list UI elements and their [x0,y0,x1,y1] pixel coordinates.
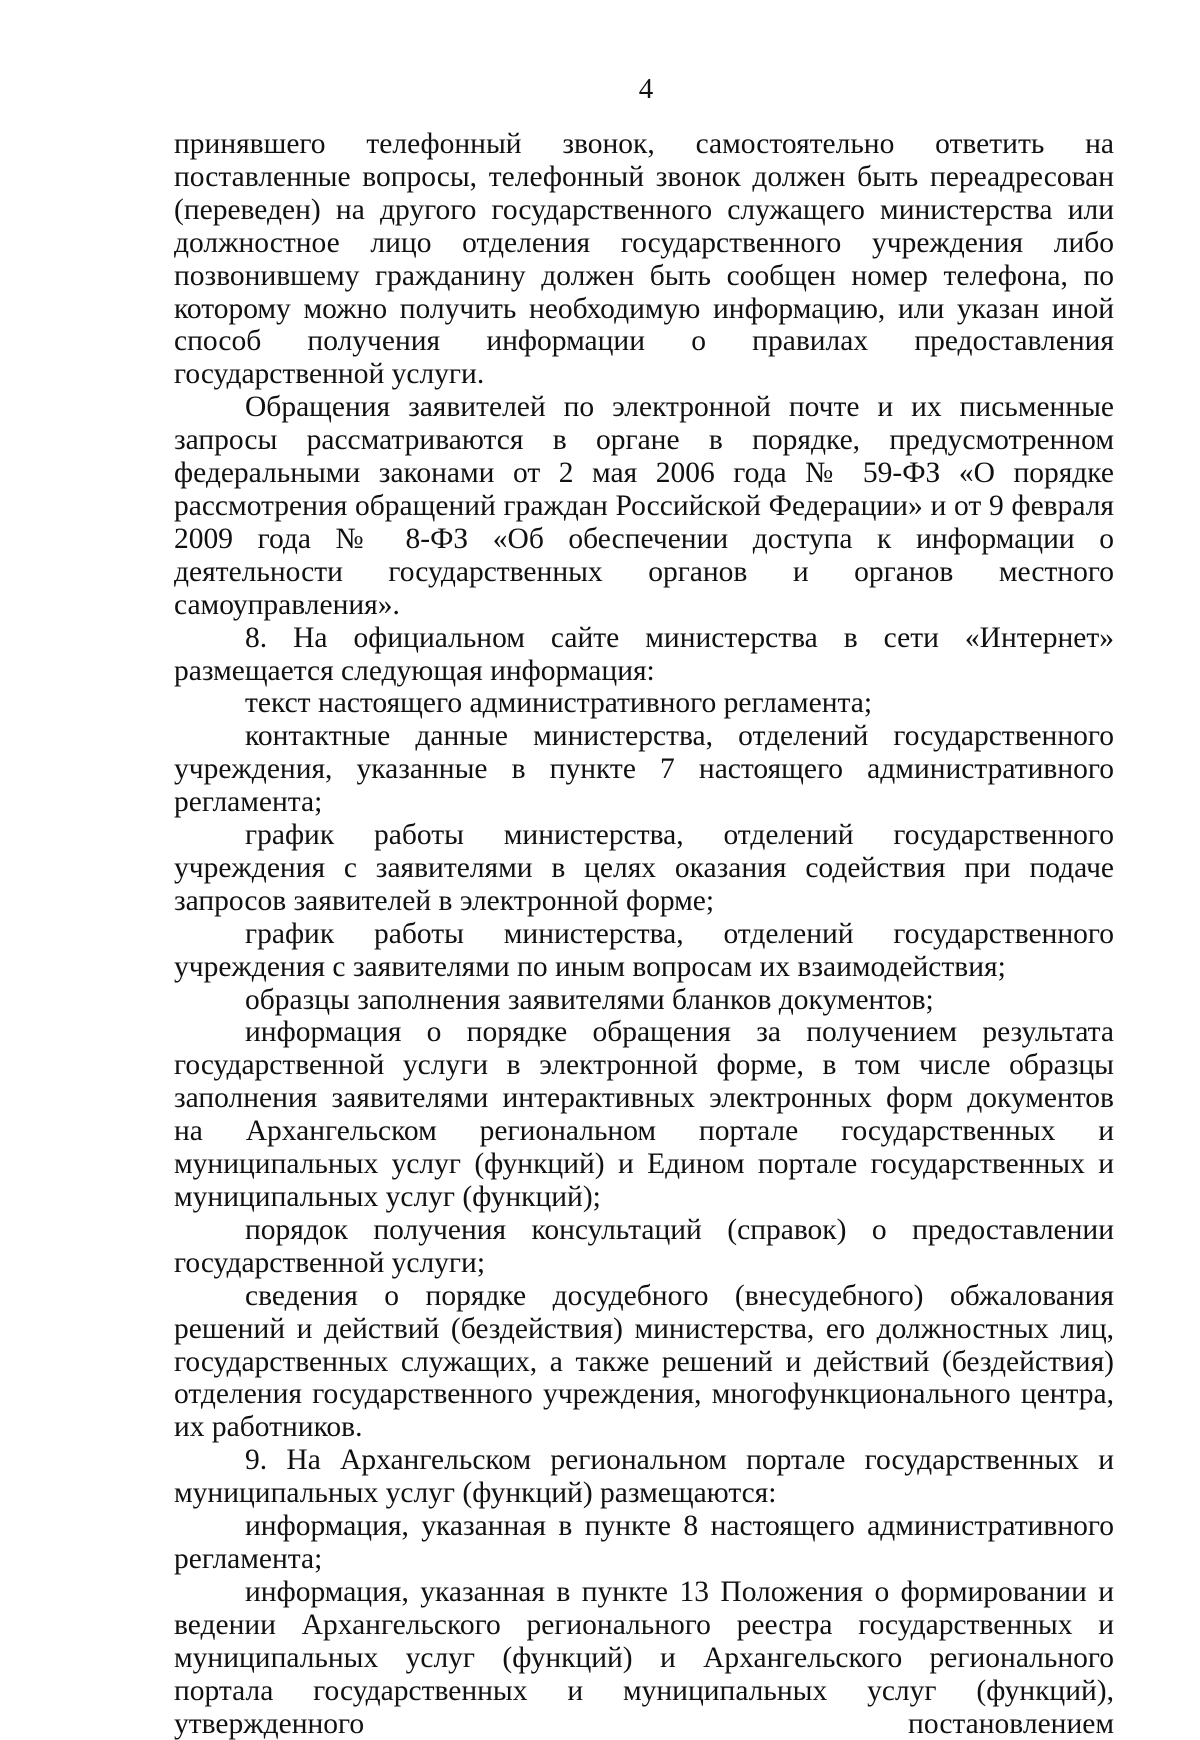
paragraph-appeals: Обращения заявителей по электронной почте и их письменные запросы рассматриваются в органе в порядке, предусмотренном федеральными законами от 2 мая 2006 года № 59-ФЗ «О порядке рассмотрения обращений граждан Российской Федерации» и от 9 февраля 2009 года № 8-ФЗ «Об обеспечении доступа к информации о деятельности государственных органов и органов местного самоуправления». [174,391,1114,621]
list-item-regulation-text: текст настоящего административного регламента; [245,687,873,720]
list-item-form-samples: образцы заполнения заявителями бланков документов; [245,983,934,1016]
document-body [174,128,1114,1740]
paragraph-phone-call: принявшего телефонный звонок, самостоятельно ответить на поставленные вопросы, телефонный звонок должен быть переадресован (переведен) на другого государственного служащего министерства или должностное лицо отделения государственного учреждения либо позвонившему гражданину должен быть сообщен номер телефона, по которому можно получить необходимую информацию, или указан иной способ получения информации о правилах предоставления государственной услуги. [174,128,1114,391]
list-item-contact-data: контактные данные министерства, отделений государственного учреждения, указанные в пункте 7 настоящего административного регламента; [174,720,1114,819]
list-item-consultations: порядок получения консультаций (справок) о предоставлении государственной услуги; [174,1213,1114,1279]
list-item-info-point-8: информация, указанная в пункте 8 настоящего административного регламента; [174,1510,1114,1575]
list-item-electronic-procedure: информация о порядке обращения за получением результата государственной услуги в электронной форме, в том числе образцы заполнения заявителями интерактивных электронных форм документов на Архангельском региональном портале государственных и муниципальных услуг (функций) и Едином портале государственных и муниципальных услуг (функций); [174,1016,1114,1213]
list-item-appeal-procedure: сведения о порядке досудебного (внесудебного) обжалования решений и действий (бездействия) министерства, его должностных лиц, государственных служащих, а также решений и действий (бездействия) отделения государственного учреждения, многофункционального центра, их работников. [174,1279,1114,1444]
page-number: 4 [638,73,654,105]
paragraph-9-intro: 9. На Архангельском региональном портале государственных и муниципальных услуг (функций) размещаются: [174,1444,1114,1510]
list-item-info-point-13: информация, указанная в пункте 13 Положения о формировании и ведении Архангельского регионального реестра государственных и муниципальных услуг (функций) и Архангельского регионального портала государственных и муниципальных услуг (функций), утвержденного постановлением [174,1575,1114,1740]
paragraph-8-intro: 8. На официальном сайте министерства в сети «Интернет» размещается следующая информация: [174,621,1114,687]
list-item-schedule-electronic: график работы министерства, отделений государственного учреждения с заявителями в целях оказания содействия при подаче запросов заявителей в электронной форме; [174,819,1114,917]
list-item-schedule-other: график работы министерства, отделений государственного учреждения с заявителями по иным вопросам их взаимодействия; [174,917,1114,983]
